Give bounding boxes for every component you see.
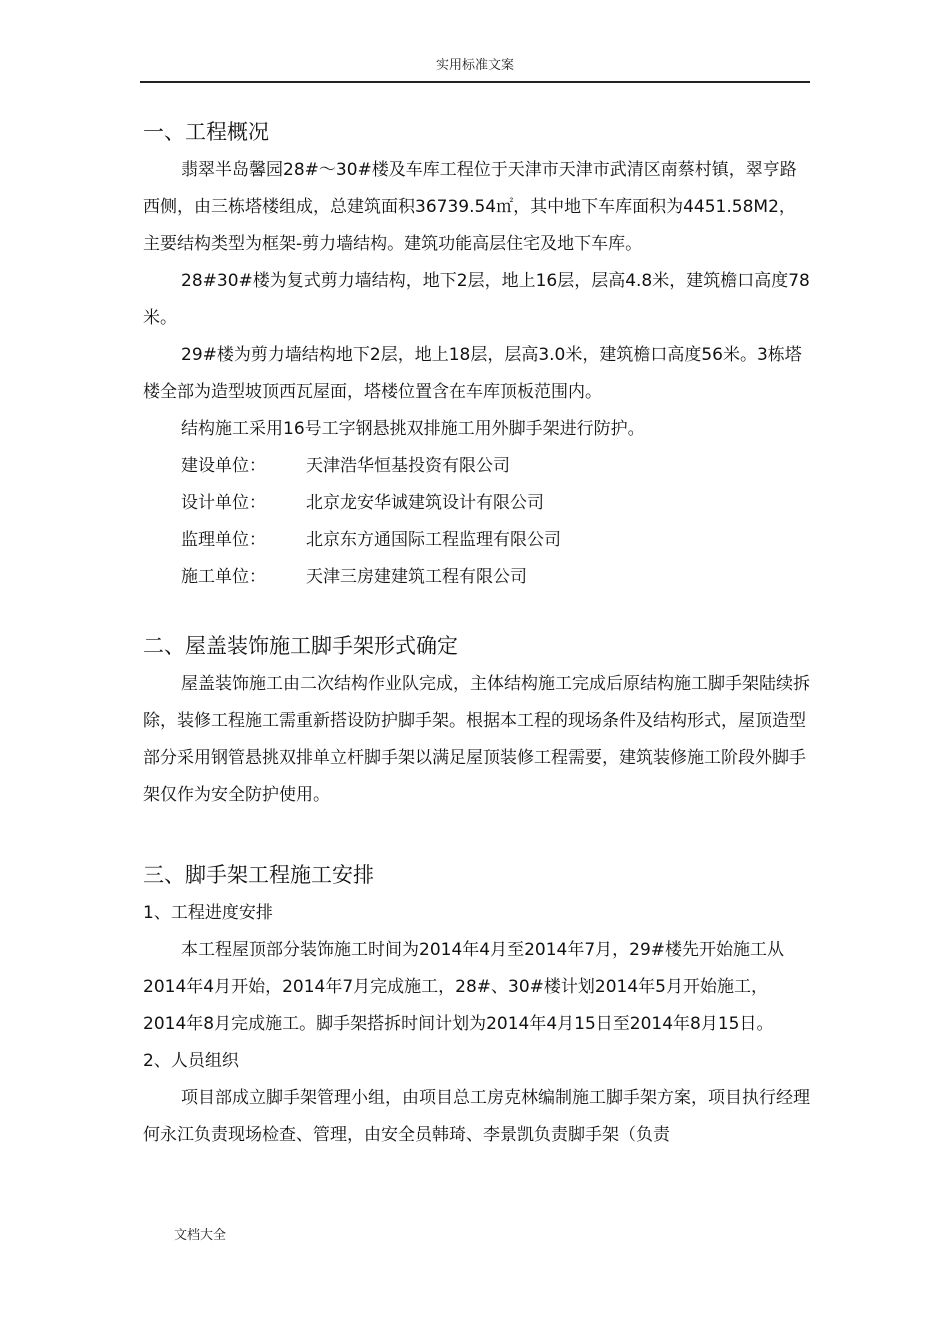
page-footer: 文档大全: [174, 1228, 227, 1243]
section-1-heading: 一、工程概况: [143, 120, 269, 144]
section-1-paragraph-2: 28#30#楼为复式剪力墙结构，地下2层，地上16层，层高4.8米，建筑檐口高度78米。: [143, 271, 810, 328]
section-spacer: [143, 814, 811, 855]
unit-row-construction: [143, 448, 811, 485]
document-body: [143, 112, 811, 1154]
unit-value: 天津浩华恒基投资有限公司: [306, 456, 510, 476]
unit-label: 施工单位：: [181, 567, 266, 587]
unit-row-design: [143, 485, 811, 522]
section-3-paragraph-1: 本工程屋顶部分装饰施工时间为2014年4月至2014年7月，29#楼先开始施工从2014年4月开始，2014年7月完成施工，28#、30#楼计划2014年5月开始施工，2014年8月完成施工。脚手架搭拆时间计划为2014年4月15日至2014年8月15日。: [143, 940, 785, 1034]
section-1-paragraph-4: 结构施工采用16号工字钢悬挑双排施工用外脚手架进行防护。: [181, 419, 645, 439]
unit-label: 监理单位：: [181, 530, 266, 550]
section-1-paragraph-1: 翡翠半岛馨园28#～30#楼及车库工程位于天津市天津市武清区南蔡村镇，翠亨路西侧，由三栋塔楼组成，总建筑面积36739.54㎡，其中地下车库面积为4451.58M2，主要结构类型为框架-剪力墙结构。建筑功能高层住宅及地下车库。: [143, 160, 797, 254]
section-3-paragraph-2: 项目部成立脚手架管理小组，由项目总工房克林编制施工脚手架方案，项目执行经理何永江负责现场检查、管理，由安全员韩琦、李景凯负责脚手架（负责: [143, 1088, 810, 1145]
unit-label: 设计单位：: [181, 493, 266, 513]
header-rule: [140, 81, 810, 83]
section-2-paragraph-1: 屋盖装饰施工由二次结构作业队完成，主体结构施工完成后原结构施工脚手架陆续拆除，装修工程施工需重新搭设防护脚手架。根据本工程的现场条件及结构形式，屋顶造型部分采用钢管悬挑双排单立杆脚手架以满足屋顶装修工程需要，建筑装修施工阶段外脚手架仅作为安全防护使用。: [143, 674, 810, 805]
unit-value: 北京龙安华诚建筑设计有限公司: [306, 493, 544, 513]
unit-row-contractor: [143, 559, 811, 596]
unit-label: 建设单位：: [181, 456, 266, 476]
unit-row-supervision: [143, 522, 811, 559]
subsection-1-heading: 1、工程进度安排: [143, 903, 273, 923]
section-1-paragraph-3: 29#楼为剪力墙结构地下2层，地上18层，层高3.0米，建筑檐口高度56米。3栋塔楼全部为造型坡顶西瓦屋面，塔楼位置含在车库顶板范围内。: [143, 345, 802, 402]
unit-value: 天津三房建建筑工程有限公司: [306, 567, 527, 587]
section-3-heading: 三、脚手架工程施工安排: [143, 863, 374, 887]
page-header: 实用标准文案: [435, 58, 514, 73]
unit-value: 北京东方通国际工程监理有限公司: [306, 530, 561, 550]
section-2-heading: 二、屋盖装饰施工脚手架形式确定: [143, 634, 458, 658]
subsection-2-heading: 2、人员组织: [143, 1051, 239, 1071]
section-spacer: [143, 596, 811, 626]
